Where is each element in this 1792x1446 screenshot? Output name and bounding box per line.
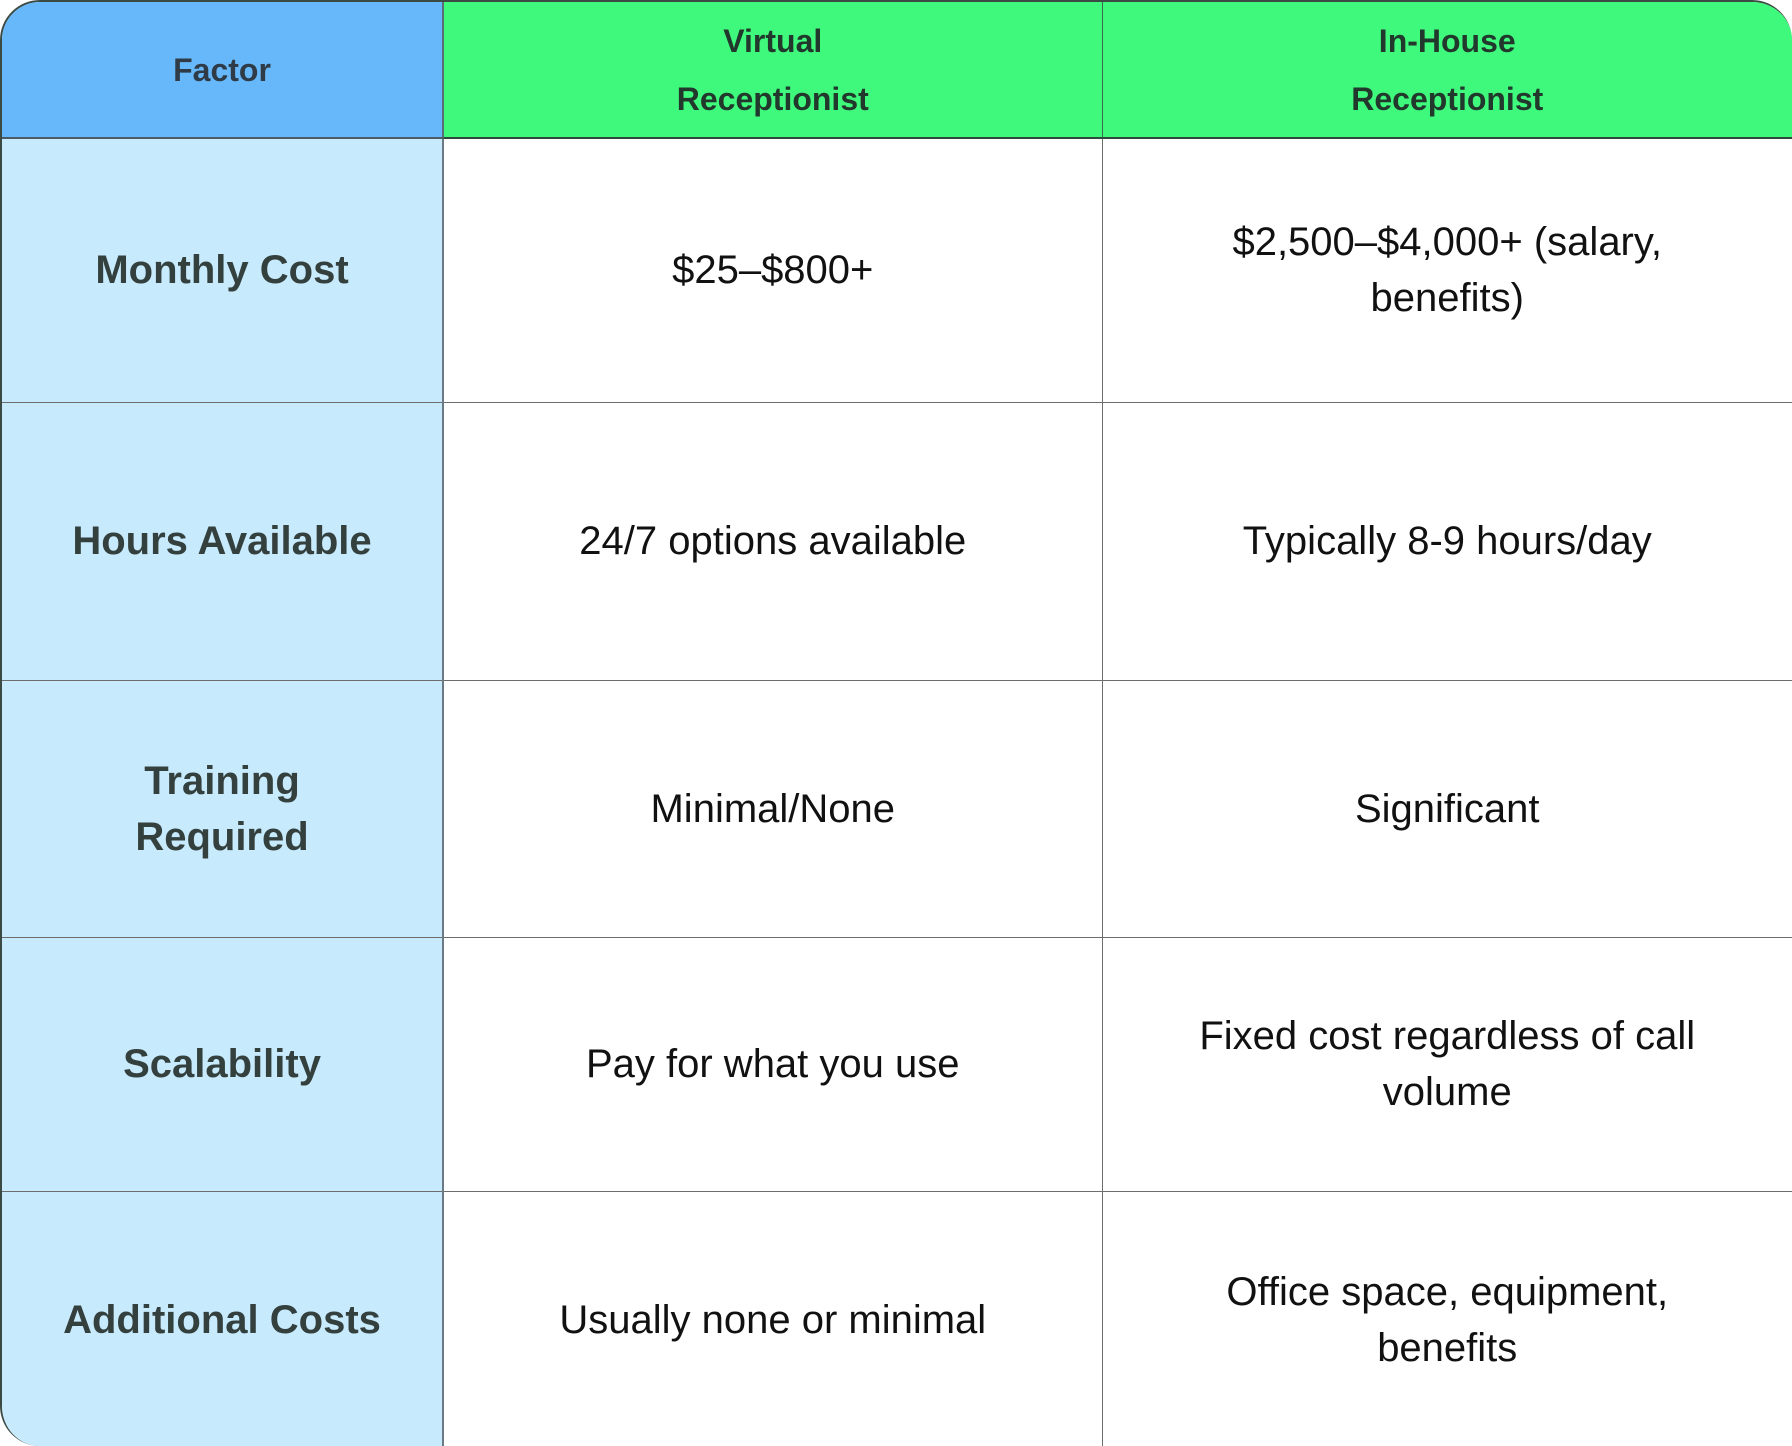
row-factor-cell xyxy=(2,680,443,937)
row-factor-cell xyxy=(2,402,443,680)
header-factor xyxy=(2,2,443,138)
row-factor-label: Additional Costs xyxy=(63,1297,381,1342)
row-inhouse-value: Fixed cost regardless of call volume xyxy=(1199,1014,1696,1114)
row-virtual-cell xyxy=(443,138,1102,402)
row-inhouse-cell xyxy=(1102,680,1792,937)
row-inhouse-cell xyxy=(1102,937,1792,1191)
header-inhouse-receptionist xyxy=(1102,2,1792,138)
header-factor-label: Factor xyxy=(173,51,271,88)
comparison-table xyxy=(2,2,1792,1446)
row-virtual-cell xyxy=(443,937,1102,1191)
row-virtual-value: Minimal/None xyxy=(650,786,896,831)
header-virtual-line1: Virtual xyxy=(723,22,823,59)
row-inhouse-cell xyxy=(1102,1191,1792,1446)
row-inhouse-cell xyxy=(1102,402,1792,680)
row-inhouse-value: Typically 8-9 hours/day xyxy=(1242,519,1652,563)
table-row xyxy=(2,680,1792,937)
table-row xyxy=(2,402,1792,680)
row-factor-label: Scalability xyxy=(123,1042,321,1086)
row-factor-label: Monthly Cost xyxy=(95,248,349,293)
row-inhouse-value: $2,500–$4,000+ (salary, benefits) xyxy=(1232,220,1663,321)
row-inhouse-cell xyxy=(1102,138,1792,402)
row-virtual-value: 24/7 options available xyxy=(579,519,967,563)
table-row xyxy=(2,138,1792,402)
row-factor-label: Training Required xyxy=(135,758,309,859)
row-factor-label: Hours Available xyxy=(72,519,372,563)
table-header-row xyxy=(2,2,1792,138)
row-inhouse-value: Office space, equipment, benefits xyxy=(1226,1269,1669,1370)
row-factor-cell xyxy=(2,138,443,402)
row-virtual-cell xyxy=(443,680,1102,937)
row-virtual-cell xyxy=(443,1191,1102,1446)
header-inhouse-line1: In-House xyxy=(1378,22,1516,59)
row-factor-cell xyxy=(2,1191,443,1446)
row-virtual-value: $25–$800+ xyxy=(672,248,874,293)
table-row xyxy=(2,1191,1792,1446)
row-virtual-value: Pay for what you use xyxy=(585,1042,960,1086)
row-virtual-value: Usually none or minimal xyxy=(559,1297,987,1342)
header-virtual-receptionist xyxy=(443,2,1102,138)
row-virtual-cell xyxy=(443,402,1102,680)
row-factor-cell xyxy=(2,937,443,1191)
header-inhouse-line2: Receptionist xyxy=(1351,80,1544,117)
header-virtual-line2: Receptionist xyxy=(676,80,869,117)
row-inhouse-value: Significant xyxy=(1354,786,1540,831)
table-row xyxy=(2,937,1792,1191)
